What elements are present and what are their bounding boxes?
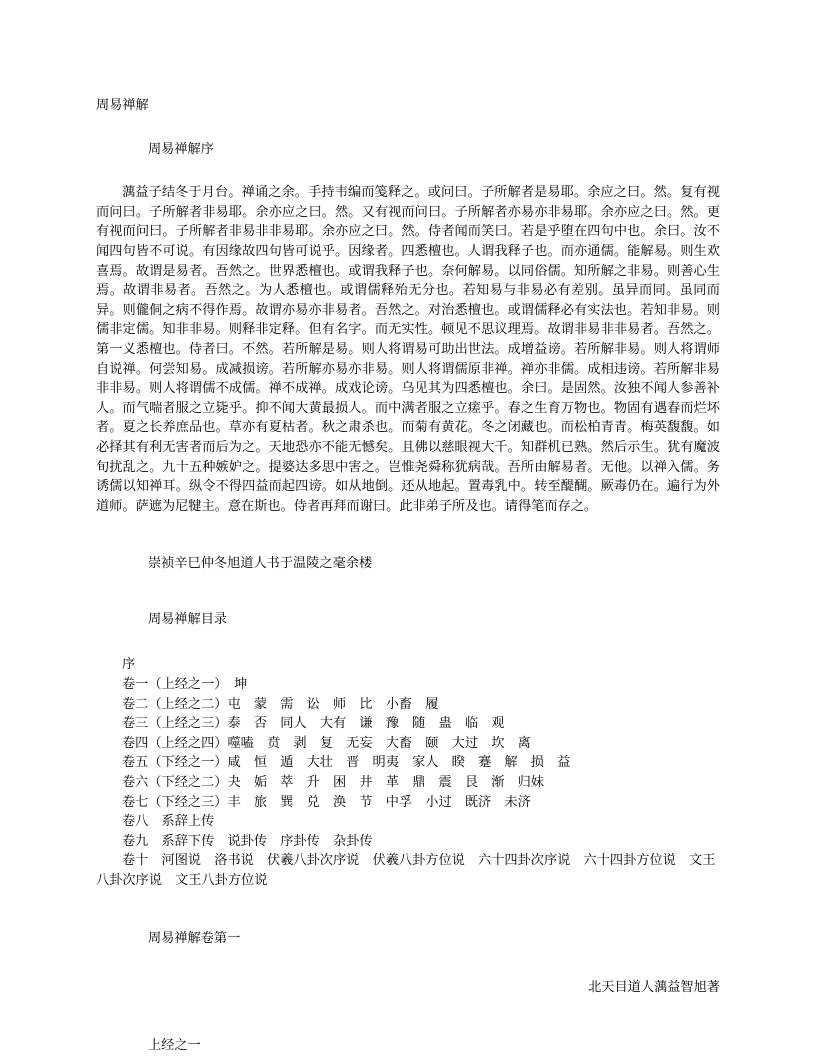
toc-item-entries: 屯 蒙 需 讼 师 比 小畜 履 [227,696,439,712]
toc-item-label: 卷四（上经之四） [122,735,228,751]
toc-item[interactable] [96,753,720,773]
toc-item-label: 卷九 系辞下传 [122,833,215,849]
toc-item[interactable] [96,812,720,832]
toc-item[interactable] [96,851,720,890]
toc-item-label: 卷三（上经之三） [122,716,228,732]
toc-item-label: 卷二（上经之二） [122,696,228,712]
toc-item[interactable] [96,655,720,675]
toc-item-entries: 噬嗑 贲 剥 复 无妄 大畜 颐 大过 坎 离 [227,735,531,751]
preface-heading: 周易禅解序 [148,141,214,157]
toc-item[interactable] [96,714,720,734]
toc-item-label: 卷八 系辞上传 [122,814,215,830]
toc-item[interactable] [96,832,720,852]
toc-item-entries: 咸 恒 遁 大壮 晋 明夷 家人 睽 蹇 解 损 益 [227,755,571,771]
toc-item[interactable] [96,793,720,813]
toc-item-label: 卷十 河图说 [122,853,202,869]
preface-signature: 崇祯辛巳仲冬旭道人书于温陵之毫余楼 [148,556,373,572]
toc-item-label: 卷一（上经之一） [122,677,221,693]
toc-item-entries: 夬 姤 萃 升 困 井 革 鼎 震 艮 渐 归妹 [227,775,544,791]
toc-item-label: 序 [122,657,136,673]
toc-item-label: 卷六（下经之二） [122,775,228,791]
toc-item-entries: 洛书说 伏羲八卦次序说 伏羲八卦方位说 六十四卦次序说 六十四卦方位说 文王八卦次序说 文王八卦方位说 [96,853,716,888]
toc-heading: 周易禅解目录 [148,611,228,627]
toc-item-entries: 泰 否 同人 大有 谦 豫 随 蛊 临 观 [227,716,505,732]
toc-item[interactable] [96,675,720,695]
author-attribution: 北天目道人蕅益智旭著 [588,980,720,996]
toc-item[interactable] [96,734,720,754]
page-content [96,96,720,1055]
toc-item-label: 卷五（下经之一） [122,755,228,771]
toc-item[interactable] [96,695,720,715]
document-title: 周易禅解 [96,98,149,113]
toc-item-entries: 丰 旅 巽 兑 涣 节 中孚 小过 既济 未济 [227,794,531,810]
preface-body-paragraph: 蕅益子结冬于月台。禅诵之余。手持韦编而笺释之。或问曰。子所解者是易耶。余应之曰。然。复有视而问曰。子所解者非易耶。余亦应之曰。然。又有视而问曰。子所解者亦易亦非易耶。余亦应之曰。然。更有视而问曰。子所解者非易非非易耶。余亦应之曰。然。侍者闻而笑曰。若是乎堕在四句中也。余曰。汝不闻四句皆不可说。有因缘故四句皆可说乎。因缘者。四悉檀也。人谓我释子也。而亦通儒。能解易。则生欢喜焉。故谓是易者。吾然之。世界悉檀也。或谓我释子也。奈何解易。以同俗儒。知所解之非易。则善心生焉。故谓非易者。吾然之。为人悉檀也。或谓儒释殆无分也。若知易与非易必有差别。虽异而同。虽同而异。则儱侗之病不得作焉。故谓亦易亦非易者。吾然之。对治悉檀也。或谓儒释必有实法也。若知非易。则儒非定儒。知非非易。则释非定释。但有名字。而无实性。顿见不思议理焉。故谓非易非非易者。吾然之。第一义悉檀也。侍者曰。不然。若所解是易。则人将谓易可助出世法。成增益谤。若所解非易。则人将谓师自说禅。何尝知易。成减损谤。若所解亦易亦非易。则人将谓儒原非禅。禅亦非儒。成相违谤。若所解非易非非易。则人将谓儒不成儒。禅不成禅。成戏论谤。乌见其为四悉檀也。余曰。是固然。汝独不闻人参善补人。而气喘者服之立毙乎。抑不闻大黄最损人。而中满者服之立瘥乎。春之生育万物也。物固有遇春而烂坏者。夏之长养庶品也。草亦有夏枯者。秋之肃杀也。而菊有黄花。冬之闭藏也。而松柏青青。梅英馥馥。如必择其有利无害者而后为之。天地恐亦不能无憾矣。且佛以慈眼视大千。知群机已熟。然后示生。犹有魔波旬扰乱之。九十五种嫉妒之。提婆达多思中害之。岂惟尧舜称犹病哉。吾所由解易者。无他。以禅入儒。务诱儒以知禅耳。纵令不得四益而起四谤。如从地倒。还从地起。置毒乳中。转至醍醐。厥毒仍在。遍行为外道师。萨遮为尼犍主。意在斯也。侍者再拜而谢曰。此非弟子所及也。请得笔而存之。 [96,185,720,514]
subsection-heading: 上经之一 [148,1037,201,1053]
toc-list [96,655,720,890]
toc-item[interactable] [96,773,720,793]
toc-item-entries: 坤 [220,677,248,693]
chapter-heading: 周易禅解卷第一 [148,930,241,946]
toc-item-label: 卷七（下经之三） [122,794,228,810]
toc-item-entries: 说卦传 序卦传 杂卦传 [214,833,373,849]
